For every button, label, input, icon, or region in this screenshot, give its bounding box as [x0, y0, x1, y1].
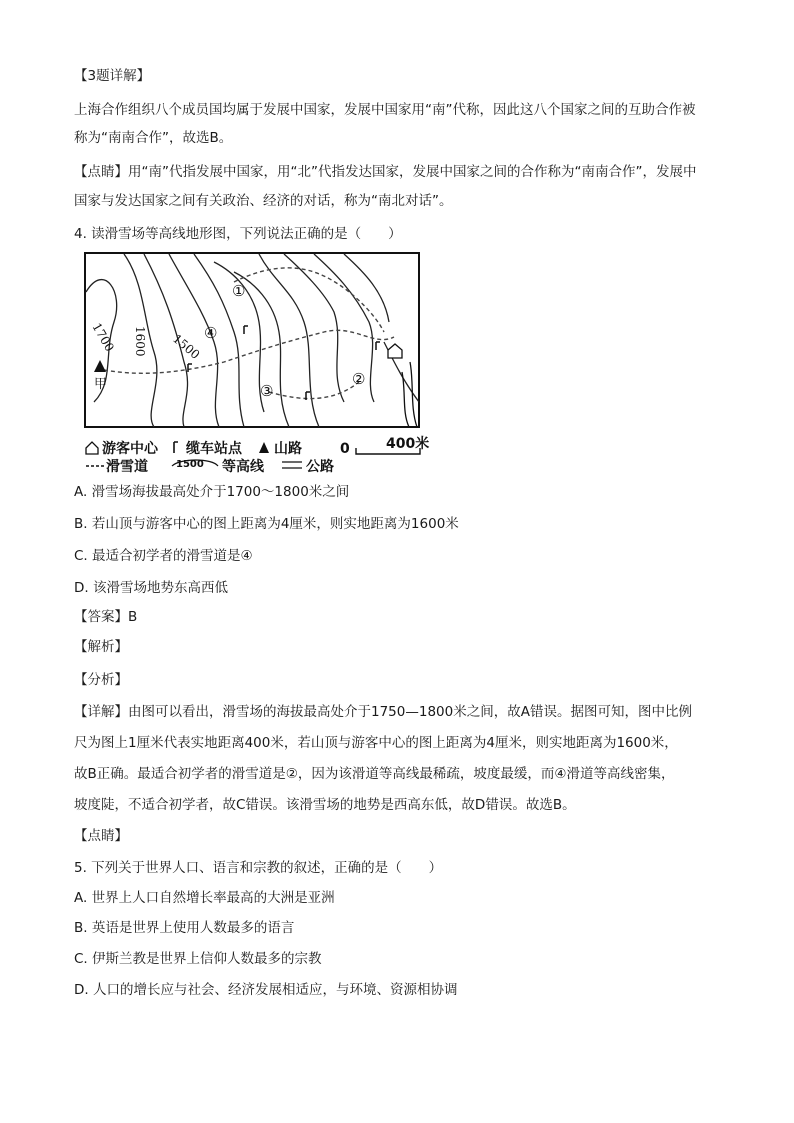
marker-2: ② [352, 370, 366, 388]
legend-contour-value: 1500 [176, 459, 204, 470]
visitor-center-icon [86, 442, 98, 454]
contour-map [84, 252, 420, 428]
q4-detail: 尺为图上1厘米代表实地距离400米，若山顶与游客中心的图上距离为4厘米，则实地距离为1600米， [74, 735, 678, 751]
section-3-title: 【3题详解】 [74, 68, 151, 84]
mountain-icon [259, 442, 269, 453]
legend-ski-trail: 滑雪道 [106, 459, 148, 474]
section-3-tip: 国家与发达国家之间有关政治、经济的对话，称为“南北对话”。 [74, 193, 453, 209]
q4-option-a: A. 滑雪场海拔最高处介于1700～1800米之间 [74, 484, 350, 500]
q5-option-b: B. 英语是世界上使用人数最多的语言 [74, 920, 295, 936]
legend-road: 公路 [306, 459, 334, 474]
marker-1: ① [232, 282, 246, 300]
legend-visitor-center: 游客中心 [102, 441, 158, 457]
section-3-tip [74, 162, 696, 182]
q5-option-a: A. 世界上人口自然增长率最高的大洲是亚洲 [74, 890, 335, 906]
marker-4: ④ [204, 324, 218, 342]
q4-tip: 【点睛】 [74, 828, 128, 844]
scale-zero: 0 [340, 441, 350, 457]
legend-cable-station: 缆车站点 [186, 441, 242, 457]
tip-text: 用“南”代指发展中国家，用“北”代指发达国家，发展中国家之间的合作称为“南南合作”，发展中 [128, 164, 697, 180]
q5-option-d: D. 人口的增长应与社会、经济发展相适应，与环境、资源相协调 [74, 982, 458, 998]
map-legend [84, 434, 444, 474]
contour-label: 1700 [89, 320, 117, 354]
q4-option-b: B. 若山顶与游客中心的图上距离为4厘米，则实地距离为1600米 [74, 516, 459, 532]
q4-detail: 故B正确。最适合初学者的滑雪道是②，因为该滑道等高线最稀疏，坡度最缓，而④滑道等高线密集， [74, 766, 675, 782]
place-label: 甲 [94, 377, 108, 392]
q4-detail: 【详解】由图可以看出，滑雪场的海拔最高处介于1750—1800米之间，故A错误。据图可知，图中比例 [74, 704, 692, 720]
marker-3: ③ [260, 382, 274, 400]
legend-contour: 等高线 [222, 459, 264, 474]
q4-answer: 【答案】B [74, 609, 138, 625]
scale-value: 400米 [386, 436, 430, 452]
contour-label: 1600 [133, 326, 147, 357]
q4-detail: 坡度陡，不适合初学者，故C错误。该滑雪场的地势是西高东低，故D错误。故选B。 [74, 797, 576, 813]
mountain-peak-icon [94, 360, 106, 372]
tip-label: 【点睛】 [74, 164, 128, 180]
q4-option-d: D. 该滑雪场地势东高西低 [74, 580, 228, 596]
visitor-center-icon [388, 344, 402, 358]
section-3-paragraph: 称为“南南合作”，故选B。 [74, 130, 233, 146]
road-symbol [282, 462, 302, 468]
q4-option-c: C. 最适合初学者的滑雪道是④ [74, 548, 253, 564]
question-4-stem: 4. 读滑雪场等高线地形图，下列说法正确的是（ ） [74, 226, 402, 242]
section-3-paragraph: 上海合作组织八个成员国均属于发展中国家，发展中国家用“南”代称，因此这八个国家之间的互助合作被 [74, 102, 696, 118]
q5-option-c: C. 伊斯兰教是世界上信仰人数最多的宗教 [74, 951, 322, 967]
question-5-stem: 5. 下列关于世界人口、语言和宗教的叙述，正确的是（ ） [74, 860, 443, 876]
cable-station-icon [174, 442, 178, 453]
contour-label: 1500 [170, 331, 203, 362]
legend-mountain: 山路 [274, 441, 302, 457]
q4-fenxi: 【分析】 [74, 672, 128, 688]
q4-jiexi: 【解析】 [74, 639, 128, 655]
